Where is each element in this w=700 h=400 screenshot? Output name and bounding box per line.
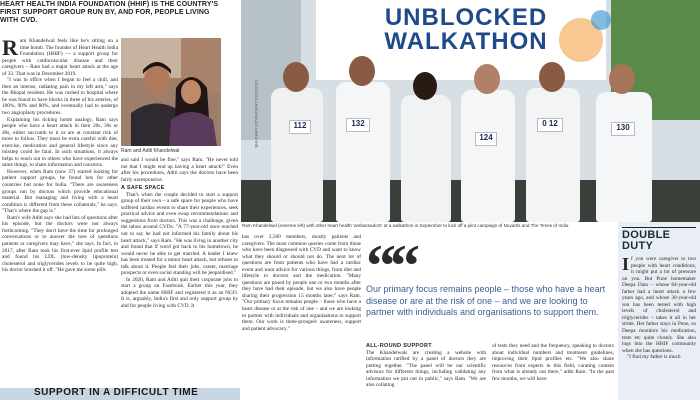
sidebar-paragraph-1: f you were caregiver to two people with heart conditions, it might put a lot of pressure on you. But Pune homemaker Deepa Dass – whose 84-year-old father had a heart attack a few years ago, and whose 30-year-old son has been tested with high levels of cholesterol and triglycerides – takes it all in her stride. Her father stays in Pune, so Deepa monitors his medication, tests etc quite closely. She also logs into the HHIF community when she has questions. — [622, 256, 696, 354]
col1-paragraph-3: Explaining his ticking bomb analogy, Ram says people who have a heart attack in their 20s, 30s or 40s, either succumb to it or are at constant risk of more to follow. They must be extra careful with diet, exercise, medication and general lifestyle since any misstep could be fatal. In such situations, it always helps to reach out to others who have experienced the same things, to share information and concerns. — [2, 116, 118, 169]
col1-paragraph-5: Ram's wife Aditi says she had lots of questions after his episode, but the doctors were not always forthcoming. "They don't have the time for prolonged conversations or to answer the toes of questions patients or caregivers may have," she says. In fact, in 2017, after Ram took his first-ever lipid profile test and found his LDL (low-density lipoprotein) cholesterol and triglycerides levels to be quite high, his doctor brushed it off. "He gave me some pills — [2, 214, 118, 274]
dropcap: R — [2, 38, 18, 60]
walkathon-banner — [351, 6, 581, 54]
article-column-5 — [492, 343, 614, 400]
sidebar-title-line-1: DOUBLE — [622, 229, 671, 241]
bottom-section-title: SUPPORT IN A DIFFICULT TIME — [34, 388, 199, 398]
race-bib-3: 124 — [475, 132, 497, 146]
article-column-2 — [121, 157, 238, 388]
col1-paragraph-1: am Khandelwal feels like he's sitting on a time bomb. The founder of Heart Health India Foundation (HHIF) — a support group for people with cardiovascular disease and their caregivers – Ram had a major heart attack at the age of 33. That was in December 2019. — [2, 38, 118, 77]
col2-paragraph-2: That's when the couple decided to start a support group of their own – a safe space for people who have suffered cardiac events to share their experiences, seek practical advice and even swap recommendations and suggestions from doctors. This was a challenge, given the taboo around CVDs. "A 77-year-old once reached out to say he had not informed his family about his heart attack," says Ram. "He was living in another city and found that if word got back to his hometown, he would never be able to get married. A leader I knew has been treated for a minor heart attack, but refuses to talk about it. People feel their jobs, career, marriage prospects or even social standing will be jeopardised." — [121, 191, 238, 277]
person-1 — [271, 88, 323, 222]
sidebar-body — [622, 256, 696, 400]
race-bib-2: 132 — [346, 118, 370, 132]
col4-paragraph-1: The Khandelwals are creating a website with information ratified by a panel of doctors they are putting together. "The panel will be our scientific advisors for different things, including validating any information we put out in public," says Ram. "We are also collating — [366, 349, 486, 389]
person-1-head — [283, 62, 309, 92]
article-column-4 — [366, 343, 486, 400]
person-5 — [526, 88, 580, 222]
couple-photo-illustration — [121, 38, 221, 146]
pull-quote: Our primary focus remains people – those who have a heart disease or are at the risk of one – and we are looking to partner with individuals and organisations to support them. — [366, 284, 606, 317]
race-bib-4: 0 12 — [537, 118, 563, 132]
col2-paragraph-3: In 2020, Ram and Aditi quit their corporate jobs to start a group on Facebook. Earlier this year, they adopted the name HHIF and registered it as an NGO. It is, arguably, India's first and only support group by and for people living with CVD. It — [121, 276, 238, 310]
person-6-head — [609, 64, 635, 94]
article-deck — [0, 0, 240, 32]
person-4 — [461, 90, 515, 222]
sidebar-double-duty — [618, 222, 700, 400]
subhead-all-round-support: ALL-ROUND SUPPORT — [366, 343, 432, 349]
subhead-safe-space: A SAFE SPACE — [121, 185, 165, 192]
sidebar-dropcap: I — [622, 256, 630, 274]
col2-paragraph-1: and said I would be fine," says Ram. "He never told me that I might end up having a heart attack!" Even after his procedures, Aditi says the doctors have been fairly unresponsive. — [121, 157, 238, 183]
sidebar-title-line-2: DUTY — [622, 240, 654, 252]
col1-paragraph-2: "I was in office when I began to feel a chill, and then an intense, radiating pain in my left arm," says the Bhopal resident. He was rushed to hospital where he was found to have blocks in three of his arteries, of 100%, 90% and 80%, and eventually had to undergo two angioplasty procedures. — [2, 77, 118, 117]
col3-paragraph-1: has over 2,500 members, mostly patients and caregivers. The most common queries come from those who have been diagnosed with CVD and want to know what they should or should not do. The next lot of questions are from patients who have had a cardiac event and want advice for various things, from diet and lifestyle to doctors and the medication. "Many questions are posed by people one or two months after they have had their episode, but we also have people sharing their progression 15 months later," says Ram. "Our primary focus remains people – those who have a heart disease or at the risk of one – and we are looking to partner with individuals and organisations to support them. Our work is three-pronged: awareness, support and patient advocacy." — [242, 234, 361, 332]
col5-paragraph-1: of tests they need and the frequency, speaking to doctors about individual numbers and treatment guidelines, improving their lipid profiles etc. "We also share resources from experts in this field, curating content from what is already out there," adds Ram. "In the past few months, we will have — [492, 343, 614, 382]
banner-line-1: UNBLOCKED — [384, 4, 548, 31]
couple-photo-caption: Ram and Aditi Khandelwal — [121, 148, 180, 154]
deck-line-1: HEART HEALTH INDIA FOUNDATION (HHIF) IS THE COUNTRY'S — [0, 1, 219, 8]
race-bib-5: 130 — [611, 122, 635, 136]
walkathon-photo-caption: Ram Khandelwal (extreme left) with other heart health 'ambassadors' at a walkathon in September to kick off a joint campaign of Novartis and The Times of India — [242, 223, 569, 228]
person-2 — [336, 82, 390, 222]
person-3-head — [413, 72, 437, 100]
race-bib-1: 112 — [289, 120, 311, 134]
article-column-3 — [242, 234, 361, 388]
bottom-section-heading — [0, 388, 240, 400]
sidebar-paragraph-2: "I find my father is much — [627, 354, 681, 361]
deck-line-2: FIRST SUPPORT GROUP RUN BY, AND FOR, PEOPLE LIVING — [0, 9, 210, 16]
couple-photo — [121, 38, 221, 146]
person-5-head — [539, 62, 565, 92]
quote-mark-icon: ““ — [366, 233, 414, 299]
photo-credit: BHUSHAN KOYANDE/HT/21/01/2023 — [253, 79, 259, 148]
article-column-1 — [2, 38, 118, 388]
banner-line-2: WALKATHON — [384, 28, 548, 55]
person-3 — [401, 95, 451, 222]
sidebar-title — [622, 230, 670, 252]
sidebar-rule — [622, 227, 696, 228]
person-6 — [596, 92, 652, 222]
walkathon-photo — [241, 0, 700, 222]
person-2-head — [349, 56, 375, 86]
deck-line-3: WITH CVD. — [0, 17, 38, 24]
person-4-head — [474, 64, 500, 94]
col1-paragraph-4: However, when Ram (now 37) started looking for patient support groups, he found lots for other countries but none for India. "There are awareness groups run by doctors which provide educational material. But managing and living with a heart condition is different from these collaterals," he says. "That's where the gap is." — [2, 168, 118, 215]
